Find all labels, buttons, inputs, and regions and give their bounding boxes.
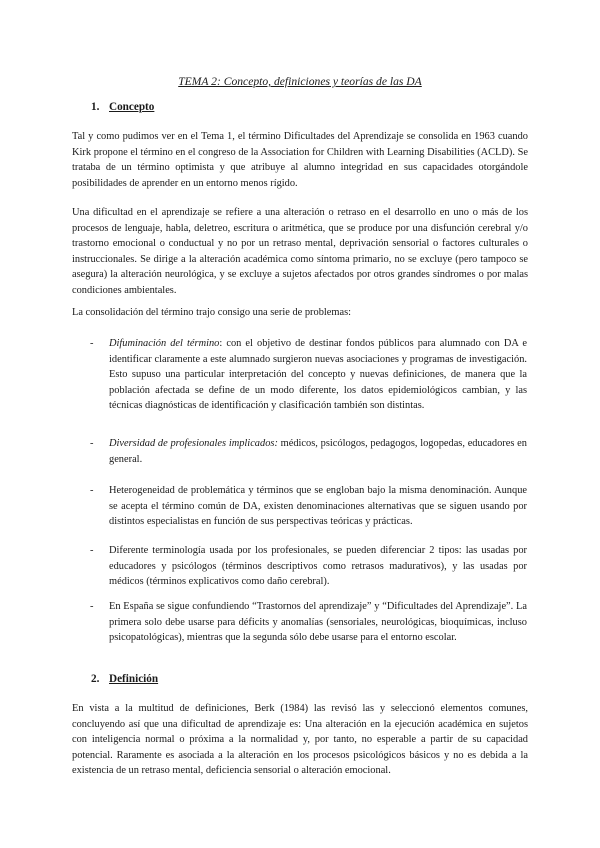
section-heading-concepto bbox=[91, 101, 154, 113]
paragraph-problems-intro: La consolidación del término trajo consigo una serie de problemas: bbox=[72, 307, 352, 318]
list-item bbox=[90, 436, 527, 467]
list-dash: - bbox=[90, 338, 94, 349]
list-item bbox=[90, 599, 527, 646]
list-item-text: médicos, psicólogos, pedagogos, logopedas, educadores en general. bbox=[109, 438, 527, 465]
section-heading-definicion bbox=[91, 673, 158, 685]
paragraph-definition-da: Una dificultad en el aprendizaje se refiere a una alteración o retraso en el desarrollo en uno o más de los procesos de lenguaje, habla, deletreo, escritura o aritmética, que se produce por una disfunción cerebral y/o trastorno emocional o conductual y no por un retraso mental, deprivación sensorial o factores culturales o instruccionales. Se dirige a la alteración académica como síntoma primario, no se excluye (pero tampoco se asegura) la alteración neurológica, y se excluye a sujetos afectados por otros grandes síndromes o por malas condiciones ambientales. bbox=[72, 207, 528, 296]
paragraph-intro: Tal y como pudimos ver en el Tema 1, el término Dificultades del Aprendizaje se consolida en 1963 cuando Kirk propone el término en el congreso de la Association for Children with Learning Disabilities (ACLD). Se trataba de un término optimista y que atribuye al alumno integridad en sus capacidades otorgándole posibilidades de aprender en un entorno menos rígido. bbox=[72, 131, 528, 189]
list-item-lead: Difuminación del término bbox=[109, 338, 220, 349]
document-title: TEMA 2: Concepto, definiciones y teorías de las DA bbox=[178, 75, 422, 88]
list-item-text: Heterogeneidad de problemática y términos que se engloban bajo la misma denominación. Aunque se acepta el término común de DA, existen denominaciones alternativas que se siguen usando por distintos especialistas en función de sus perspectivas teóricas y prácticas. bbox=[109, 485, 527, 528]
list-dash: - bbox=[90, 545, 94, 556]
list-dash: - bbox=[90, 438, 94, 449]
section-title: Concepto bbox=[109, 101, 155, 113]
list-item-text: Diferente terminología usada por los profesionales, se pueden diferenciar 2 tipos: las usadas por educadores y psicólogos (términos descriptivos como retrasos madurativos), y las usadas por médicos (términos explicativos como daño cerebral). bbox=[109, 545, 527, 588]
list-item-text: : con el objetivo de destinar fondos públicos para alumnado con DA e identificar claramente a este alumnado surgieron nuevas asociaciones y programas de investigación. Esto supuso una particular interpretación del concepto y nuevas definiciones, de manera que la población afectada se define de un modo diferente, los datos epidemiológicos cambian, y las técnicas diagnósticas de identificación y clasificación también son distintas. bbox=[109, 338, 528, 412]
paragraph-berk-definition: En vista a la multitud de definiciones, Berk (1984) las revisó las y seleccionó elementos comunes, concluyendo así que una dificultad de aprendizaje es: Una alteración en la ejecución académica en sujetos con inteligencia normal o próxima a la normalidad y, por tanto, no esperable a partir de su capacidad potencial. Raramente es asociada a la alteración en los procesos psicológicos básicos y no es debida a la existencia de un retraso mental, deficiencia sensorial o alteración emocional. bbox=[72, 703, 528, 777]
section-number: 1. bbox=[91, 101, 100, 113]
list-item bbox=[90, 336, 528, 414]
list-item-text: En España se sigue confundiendo “Trastornos del aprendizaje” y “Dificultades del Aprendizaje”. La primera solo debe usarse para déficits y anomalías (sensoriales, neurológicas, bioquímicas, incluso psicopatológicas), mientras que la segunda sólo debe usarse para el entorno escolar. bbox=[109, 601, 527, 644]
section-title: Definición bbox=[109, 673, 159, 685]
list-item bbox=[90, 543, 527, 590]
list-dash: - bbox=[90, 485, 94, 496]
list-dash: - bbox=[90, 601, 94, 612]
list-item-lead: Diversidad de profesionales implicados: bbox=[109, 438, 278, 449]
list-item bbox=[90, 483, 527, 530]
section-number: 2. bbox=[91, 673, 100, 685]
